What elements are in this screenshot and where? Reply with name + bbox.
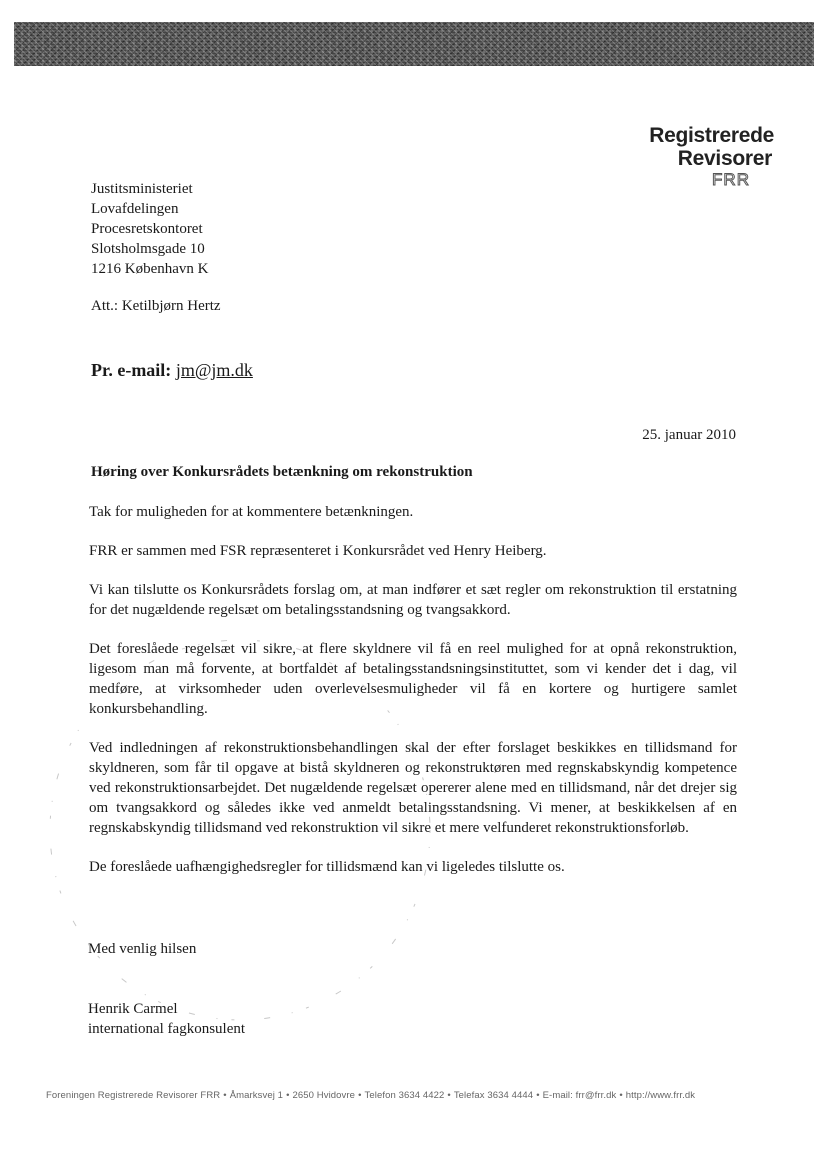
recipient-line: 1216 København K (91, 261, 209, 277)
logo-line-registrerede: Registrerede (649, 124, 774, 147)
footer-web-link[interactable]: http://www.frr.dk (625, 1090, 696, 1101)
email-address-link[interactable]: jm@jm.dk (175, 360, 253, 380)
recipient-line: Lovafdelingen (91, 201, 179, 217)
body-paragraph: Tak for muligheden for at kommentere betænkningen. (89, 504, 414, 520)
footer-separator: • (223, 1090, 227, 1101)
attention-line: Att.: Ketilbjørn Hertz (91, 298, 221, 314)
letter-subject: Høring over Konkursrådets betænkning om rekonstruktion (91, 464, 473, 480)
body-paragraph: Det foreslåede regelsæt vil sikre, at flere skyldnere vil få en reel mulighed for at opnå rekonstruktion, ligesom man må forvente, at bortfaldet af betalingsstandsningsinstituttet, som vi kender det i dag, vil medføre, at virksomheder uden overlevelsesmuligheder vil få en kortere og hurtigere samlet konkursbehandling. (89, 641, 737, 717)
footer-phone: Telefon 3634 4422 (364, 1090, 445, 1101)
footer-address: Åmarksvej 1 (229, 1090, 284, 1101)
signature-title: international fagkonsulent (88, 1021, 246, 1037)
footer-city: 2650 Hvidovre (292, 1090, 356, 1101)
body-paragraph: De foreslåede uafhængighedsregler for tillidsmænd kan vi ligeledes tilslutte os. (89, 859, 565, 875)
body-paragraph: Ved indledningen af rekonstruktionsbehandlingen skal der efter forslaget beskikkes en tillidsmand for skyldneren, som får til opgave at bistå skyldneren og rekonstruktøren med regnskabskyndig kompetence ved rekonstruktionsarbejdet. Det nugældende regelsæt opererer alene med en tillidsmand, når det drejer sig om tvangsakkord og således ikke ved anmeldt betalingsstandsning. Vi mener, at beskikkelsen af en regnskabskyndig tillidsmand ved rekonstruktion vil sikre et mere velfunderet rekonstruktionsforløb. (89, 740, 737, 836)
footer-separator: • (358, 1090, 362, 1101)
faint-stamp-circle-icon (30, 620, 450, 1040)
letter-date: 25. januar 2010 (642, 427, 736, 443)
footer-email[interactable]: E-mail: frr@frr.dk (542, 1090, 617, 1101)
body-paragraph: Vi kan tilslutte os Konkursrådets forslag om, at man indfører et sæt regler om rekonstruktion til erstatning for det nugældende regelsæt om betalingsstandsning og tvangsakkord. (89, 582, 737, 618)
scan-artifact-band (14, 22, 814, 66)
logo-line-revisorer: Revisorer (677, 147, 772, 170)
signature-name: Henrik Carmel (88, 1001, 178, 1017)
footer-org: Foreningen Registrerede Revisorer FRR (46, 1090, 221, 1101)
recipient-line: Procesretskontoret (91, 221, 203, 237)
closing-greeting: Med venlig hilsen (88, 941, 197, 957)
email-line (91, 359, 253, 381)
footer-separator: • (447, 1090, 451, 1101)
footer-separator: • (536, 1090, 540, 1101)
body-paragraph: FRR er sammen med FSR repræsenteret i Konkursrådet ved Henry Heiberg. (89, 543, 547, 559)
recipient-address (91, 179, 208, 279)
recipient-line: Slotsholmsgade 10 (91, 241, 205, 257)
footer-fax: Telefax 3634 4444 (453, 1090, 534, 1101)
recipient-line: Justitsministeriet (91, 181, 193, 197)
footer-separator: • (619, 1090, 623, 1101)
logo-line-frr: FRR (712, 170, 750, 189)
letter-footer (46, 1090, 786, 1101)
email-label: Pr. e-mail: (91, 360, 172, 380)
frr-logo (634, 124, 774, 190)
footer-separator: • (286, 1090, 290, 1101)
